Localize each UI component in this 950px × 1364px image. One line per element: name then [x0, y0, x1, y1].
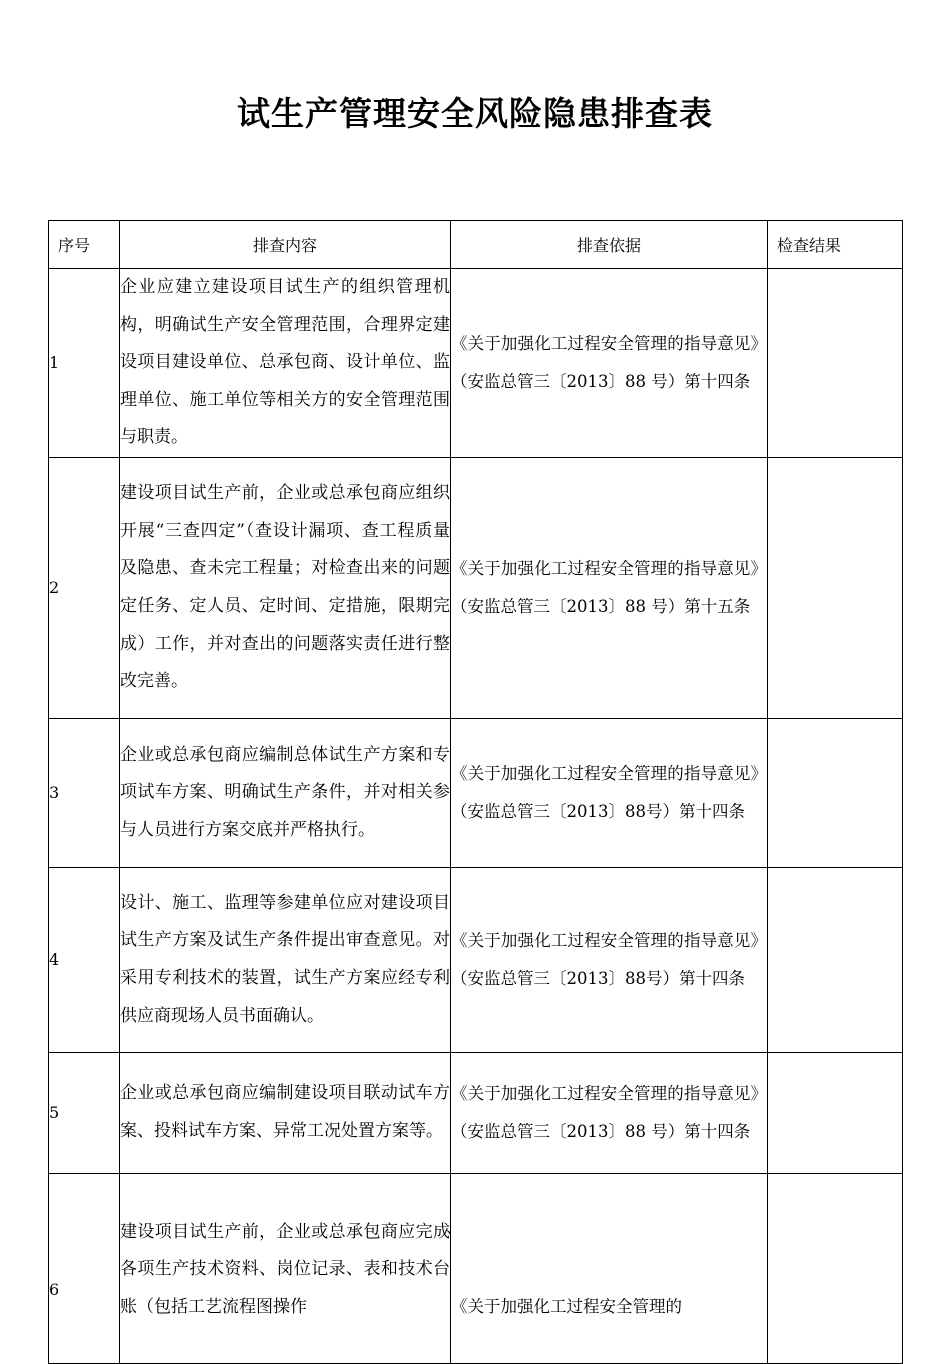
table-row: [49, 1173, 903, 1363]
header-content: 排查内容: [120, 221, 451, 269]
header-result: 检查结果: [768, 221, 903, 269]
row-basis: 《关于加强化工过程安全管理的指导意见》（安监总管三〔2013〕88号）第十四条: [451, 718, 768, 867]
row-basis: 《关于加强化工过程安全管理的指导意见》（安监总管三〔2013〕88 号）第十四条: [451, 269, 768, 458]
table-row: [49, 457, 903, 718]
table-row: [49, 269, 903, 458]
row-seq: 4: [49, 867, 120, 1052]
row-content: 企业应建立建设项目试生产的组织管理机构，明确试生产安全管理范围，合理界定建设项目建设单位、总承包商、设计单位、监理单位、施工单位等相关方的安全管理范围与职责。: [120, 269, 451, 458]
row-result: [768, 269, 903, 458]
header-basis: 排查依据: [451, 221, 768, 269]
row-basis: 《关于加强化工过程安全管理的指导意见》（安监总管三〔2013〕88号）第十四条: [451, 867, 768, 1052]
table-row: [49, 718, 903, 867]
row-seq: 3: [49, 718, 120, 867]
header-seq: 序号: [49, 221, 120, 269]
row-content-overflow-mark: 、: [446, 1218, 463, 1238]
row-result: [768, 1052, 903, 1173]
table-row: [49, 867, 903, 1052]
row-seq: 6: [49, 1173, 120, 1363]
row-content: 设计、施工、监理等参建单位应对建设项目试生产方案及试生产条件提出审查意见。对采用专利技术的装置，试生产方案应经专利供应商现场人员书面确认。: [120, 867, 451, 1052]
table-row: [49, 1052, 903, 1173]
row-seq: 5: [49, 1052, 120, 1173]
row-result: [768, 1173, 903, 1363]
row-basis: 《关于加强化工过程安全管理的指导意见》（安监总管三〔2013〕88 号）第十四条: [451, 1052, 768, 1173]
row-result: [768, 457, 903, 718]
inspection-table: [48, 220, 903, 1364]
row-basis: 《关于加强化工过程安全管理的: [451, 1173, 768, 1363]
row-seq: 1: [49, 269, 120, 458]
row-content: 企业或总承包商应编制总体试生产方案和专项试车方案、明确试生产条件，并对相关参与人员进行方案交底并严格执行。: [120, 718, 451, 867]
table-header-row: [49, 221, 903, 269]
row-seq: 2: [49, 457, 120, 718]
row-result: [768, 718, 903, 867]
page-title: 试生产管理安全风险隐患排查表: [237, 94, 713, 133]
row-result: [768, 867, 903, 1052]
row-basis: 《关于加强化工过程安全管理的指导意见》（安监总管三〔2013〕88 号）第十五条: [451, 457, 768, 718]
row-content: 建设项目试生产前，企业或总承包商应组织开展“三查四定”（查设计漏项、查工程质量及隐患、查未完工程量；对检查出来的问题定任务、定人员、定时间、定措施，限期完成）工作，并对查出的问题落实责任进行整改完善。: [120, 457, 451, 718]
row-content: 建设项目试生产前，企业或总承包商应完成各项生产技术资料、岗位记录、表和技术台账（包括工艺流程图操作: [120, 1173, 451, 1363]
row-content: 企业或总承包商应编制建设项目联动试车方案、投料试车方案、异常工况处置方案等。: [120, 1052, 451, 1173]
